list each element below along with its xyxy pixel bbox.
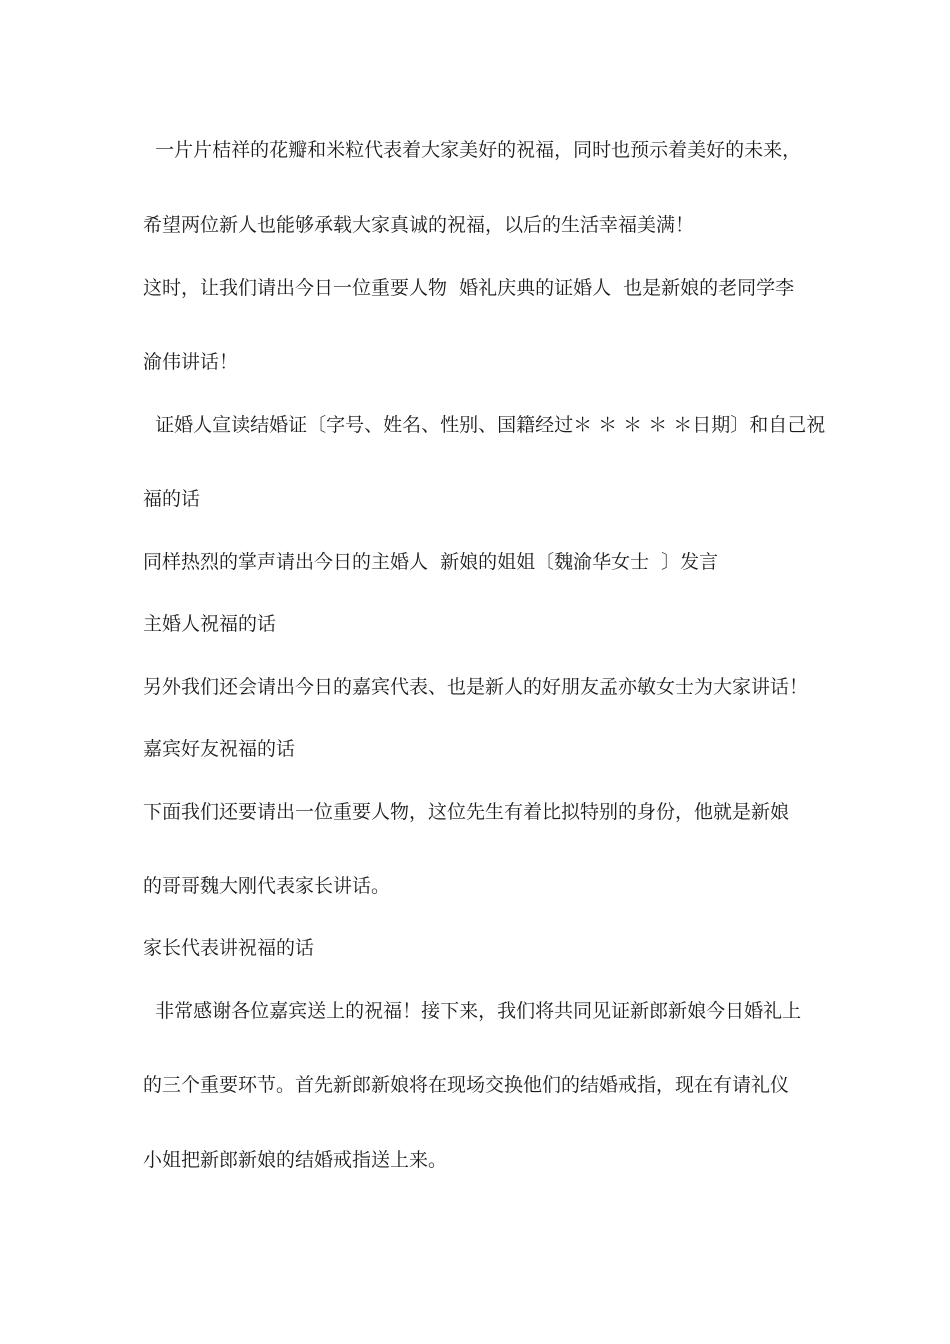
text-line-2: 希望两位新人也能够承载大家真诚的祝福，以后的生活幸福美满！ <box>143 214 695 236</box>
text-line-5: 证婚人宣读结婚证〔字号、姓名、性别、国籍经过＊ ＊ ＊ ＊ ＊日期〕和自己祝 <box>143 414 826 436</box>
text-line-10: 嘉宾好友祝福的话 <box>143 738 296 760</box>
text-line-16: 小姐把新郎新娘的结婚戒指送上来。 <box>143 1149 448 1171</box>
text-line-4: 渝伟讲话！ <box>143 351 239 373</box>
text-line-15: 的三个重要环节。首先新郎新娘将在现场交换他们的结婚戒指，现在有请礼仪 <box>143 1074 790 1096</box>
text-line-9: 另外我们还会请出今日的嘉宾代表、也是新人的好朋友孟亦敏女士为大家讲话！ <box>143 676 809 698</box>
text-line-12: 的哥哥魏大刚代表家长讲话。 <box>143 875 391 897</box>
text-line-7: 同样热烈的掌声请出今日的主婚人 新娘的姐姐〔魏渝华女士 〕发言 <box>143 551 719 573</box>
text-line-13: 家长代表讲祝福的话 <box>143 937 315 959</box>
text-line-1: 一片片桔祥的花瓣和米粒代表着大家美好的祝福，同时也预示着美好的未来， <box>143 139 802 161</box>
text-line-11: 下面我们还要请出一位重要人物，这位先生有着比拟特别的身份，他就是新娘 <box>143 801 790 823</box>
text-line-6: 福的话 <box>143 488 201 510</box>
text-line-14: 非常感谢各位嘉宾送上的祝福！接下来，我们将共同见证新郎新娘今日婚礼上 <box>143 1000 802 1022</box>
text-line-3: 这时，让我们请出今日一位重要人物 婚礼庆典的证婚人 也是新娘的老同学李 <box>143 277 795 299</box>
text-line-8: 主婚人祝福的话 <box>143 613 277 635</box>
